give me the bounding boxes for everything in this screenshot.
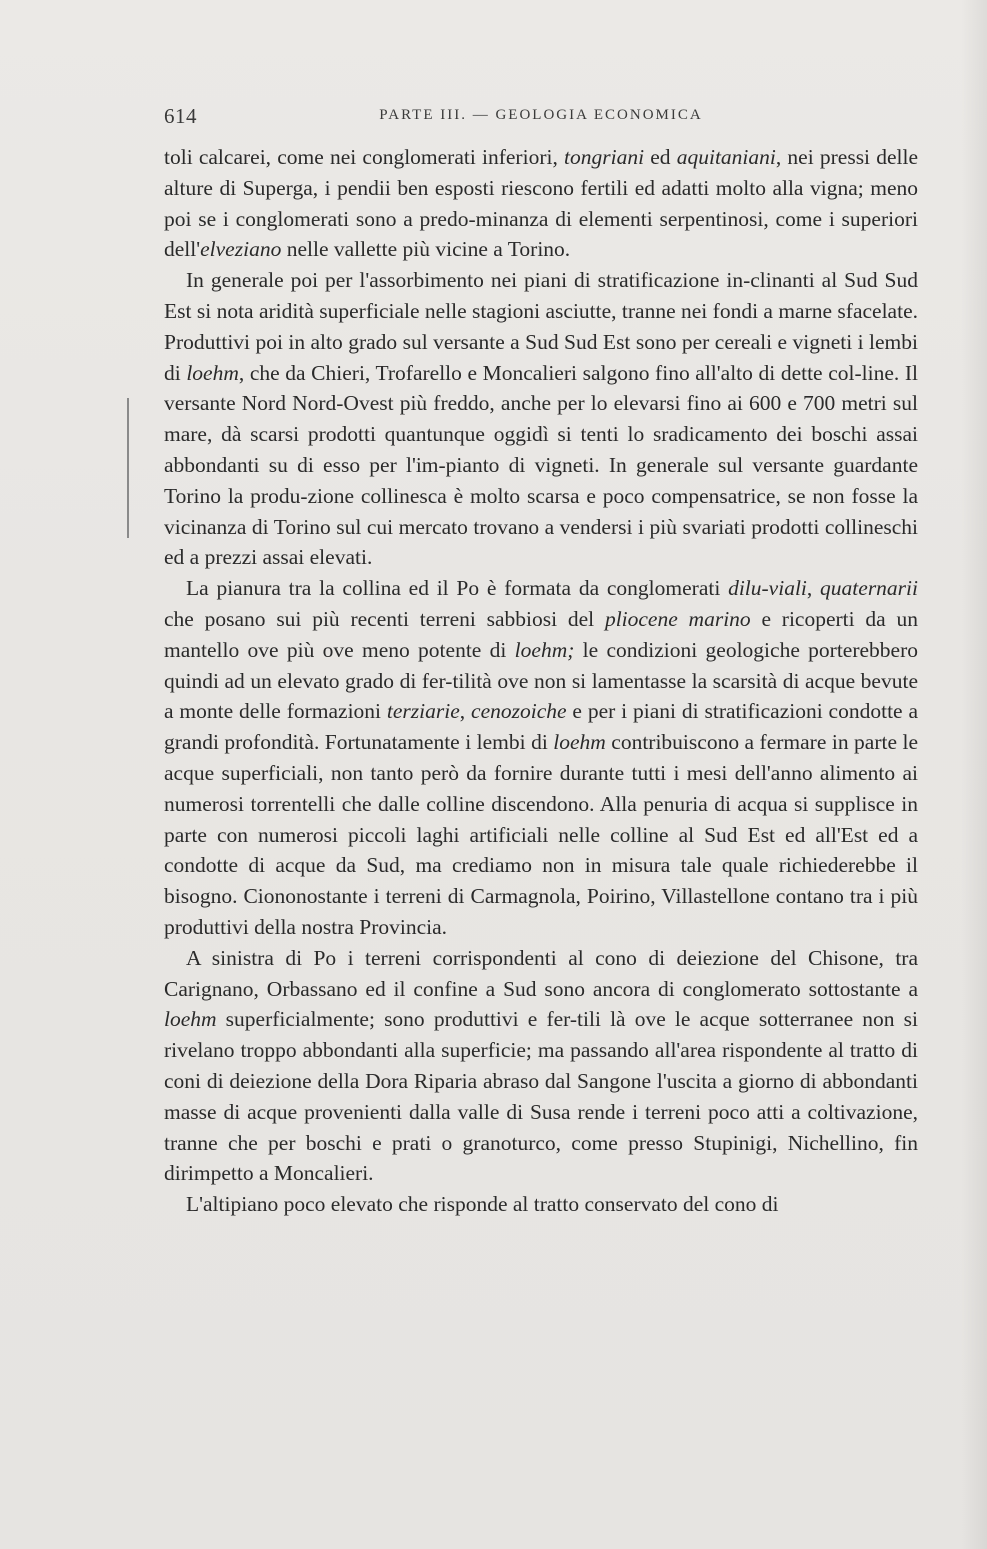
text-run: , nei pressi delle alture di Superga, i pendii ben esposti riescono fertili ed adatti molto alla vigna; meno poi se i conglomerati sono a predo-minanza di elementi serpentinosi, come i superiori dell' bbox=[164, 145, 918, 262]
italic-term: loehm; bbox=[514, 637, 575, 662]
text-run: La pianura tra la collina ed il Po è formata da conglomerati bbox=[186, 576, 729, 601]
italic-term: elveziano bbox=[200, 237, 282, 262]
italic-term: cenozoiche bbox=[471, 699, 567, 724]
italic-term: loehm bbox=[186, 360, 239, 385]
paragraph bbox=[164, 265, 918, 573]
italic-term: loehm bbox=[553, 730, 606, 755]
page-header bbox=[164, 104, 918, 134]
text-run: L'altipiano poco elevato che risponde al tratto conservato del cono di bbox=[186, 1192, 779, 1217]
text-run: A sinistra di Po i terreni corrispondenti al cono di deiezione del Chisone, tra Carignano, Orbassano ed il confine a Sud sono ancora di conglomerato sottostante a bbox=[164, 945, 918, 1001]
italic-term: dilu-viali bbox=[728, 576, 807, 601]
text-run: nelle vallette più vicine a Torino. bbox=[281, 237, 571, 262]
italic-term: aquitaniani bbox=[676, 145, 776, 169]
italic-term: terziarie bbox=[386, 699, 460, 724]
text-run: toli calcarei, come nei conglomerati inferiori, bbox=[164, 145, 565, 169]
italic-term: tongriani bbox=[564, 145, 645, 169]
text-run: che posano sui più recenti terreni sabbiosi del bbox=[164, 606, 605, 631]
text-run: , che da Chieri, Trofarello e Moncalieri salgono fino all'alto di dette col-line. Il versante Nord Nord-Ovest più freddo, anche per lo elevarsi fino ai 600 e 700 metri sul mare, dà scarsi prodotti quantunque oggidì si tenti lo sradicamento dei boschi assai abbondanti su di esso per l'im-pianto di vigneti. In generale sul versante guardante Torino la produ-zione collinesca è molto scarsa e poco compensatrice, se non fosse la vicinanza di Torino sul cui mercato trovano a vendersi i più svariati prodotti collineschi ed a prezzi assai elevati. bbox=[164, 360, 918, 570]
text-run: e ricoperti da un mantello ove più ove meno potente di bbox=[164, 606, 918, 662]
paragraph bbox=[164, 142, 918, 265]
page-edge-shadow bbox=[961, 0, 987, 1549]
paragraph bbox=[164, 943, 918, 1189]
text-run: , bbox=[806, 576, 821, 601]
running-head: PARTE III. — GEOLOGIA ECONOMICA bbox=[379, 107, 703, 123]
page-number: 614 bbox=[164, 104, 197, 128]
body-text bbox=[164, 142, 918, 1220]
text-run: ed bbox=[644, 145, 677, 169]
italic-term: pliocene marino bbox=[604, 606, 751, 631]
italic-term: quaternarii bbox=[820, 576, 918, 601]
text-run: , bbox=[459, 699, 472, 724]
text-run: e per i piani di stratificazioni condotte a grandi profondità. Fortunatamente i lembi di bbox=[164, 699, 919, 755]
text-run: le condizioni geologiche porterebbero quindi ad un elevato grado di fer-tilità ove non si lamentasse la scarsità di acque bevute a monte delle formazioni bbox=[164, 637, 919, 724]
margin-pencil-mark bbox=[127, 398, 129, 538]
paragraph bbox=[164, 1189, 918, 1220]
italic-term: loehm bbox=[164, 1007, 217, 1032]
text-run: superficialmente; sono produttivi e fer-tili là ove le acque sotterranee non si rivelano troppo abbondanti alla superficie; ma passando all'area rispondente al tratto di coni di deiezione della Dora Riparia abraso dal Sangone l'uscita a giorno di abbondanti masse di acque provenienti dalla valle di Susa rende i terreni poco atti a coltivazione, tranne che per boschi e prati o granoturco, come presso Stupinigi, Nichellino, fin dirimpetto a Moncalieri. bbox=[164, 1007, 918, 1186]
text-run: In generale poi per l'assorbimento nei piani di stratificazione in-clinanti al Sud Sud Est si nota aridità superficiale nelle stagioni asciutte, tranne nei fondi a marne sfacelate. Produttivi poi in alto grado sul versante a Sud Sud Est sono per cereali e vigneti i lembi di bbox=[164, 268, 918, 385]
text-run: contribuiscono a fermare in parte le acque superficiali, non tanto però da fornire durante tutti i mesi dell'anno alimento ai numerosi torrentelli che dalle colline discendono. Alla penuria di acqua si supplisce in parte con numerosi piccoli laghi artificiali nelle colline al Sud Est ed all'Est ed a condotte di acque da Sud, ma crediamo non in misura tale quale richiederebbe il bisogno. Ciononostante i terreni di Carmagnola, Poirino, Villastellone contano tra i più produttivi della nostra Provincia. bbox=[164, 730, 918, 939]
paragraph bbox=[164, 573, 918, 943]
